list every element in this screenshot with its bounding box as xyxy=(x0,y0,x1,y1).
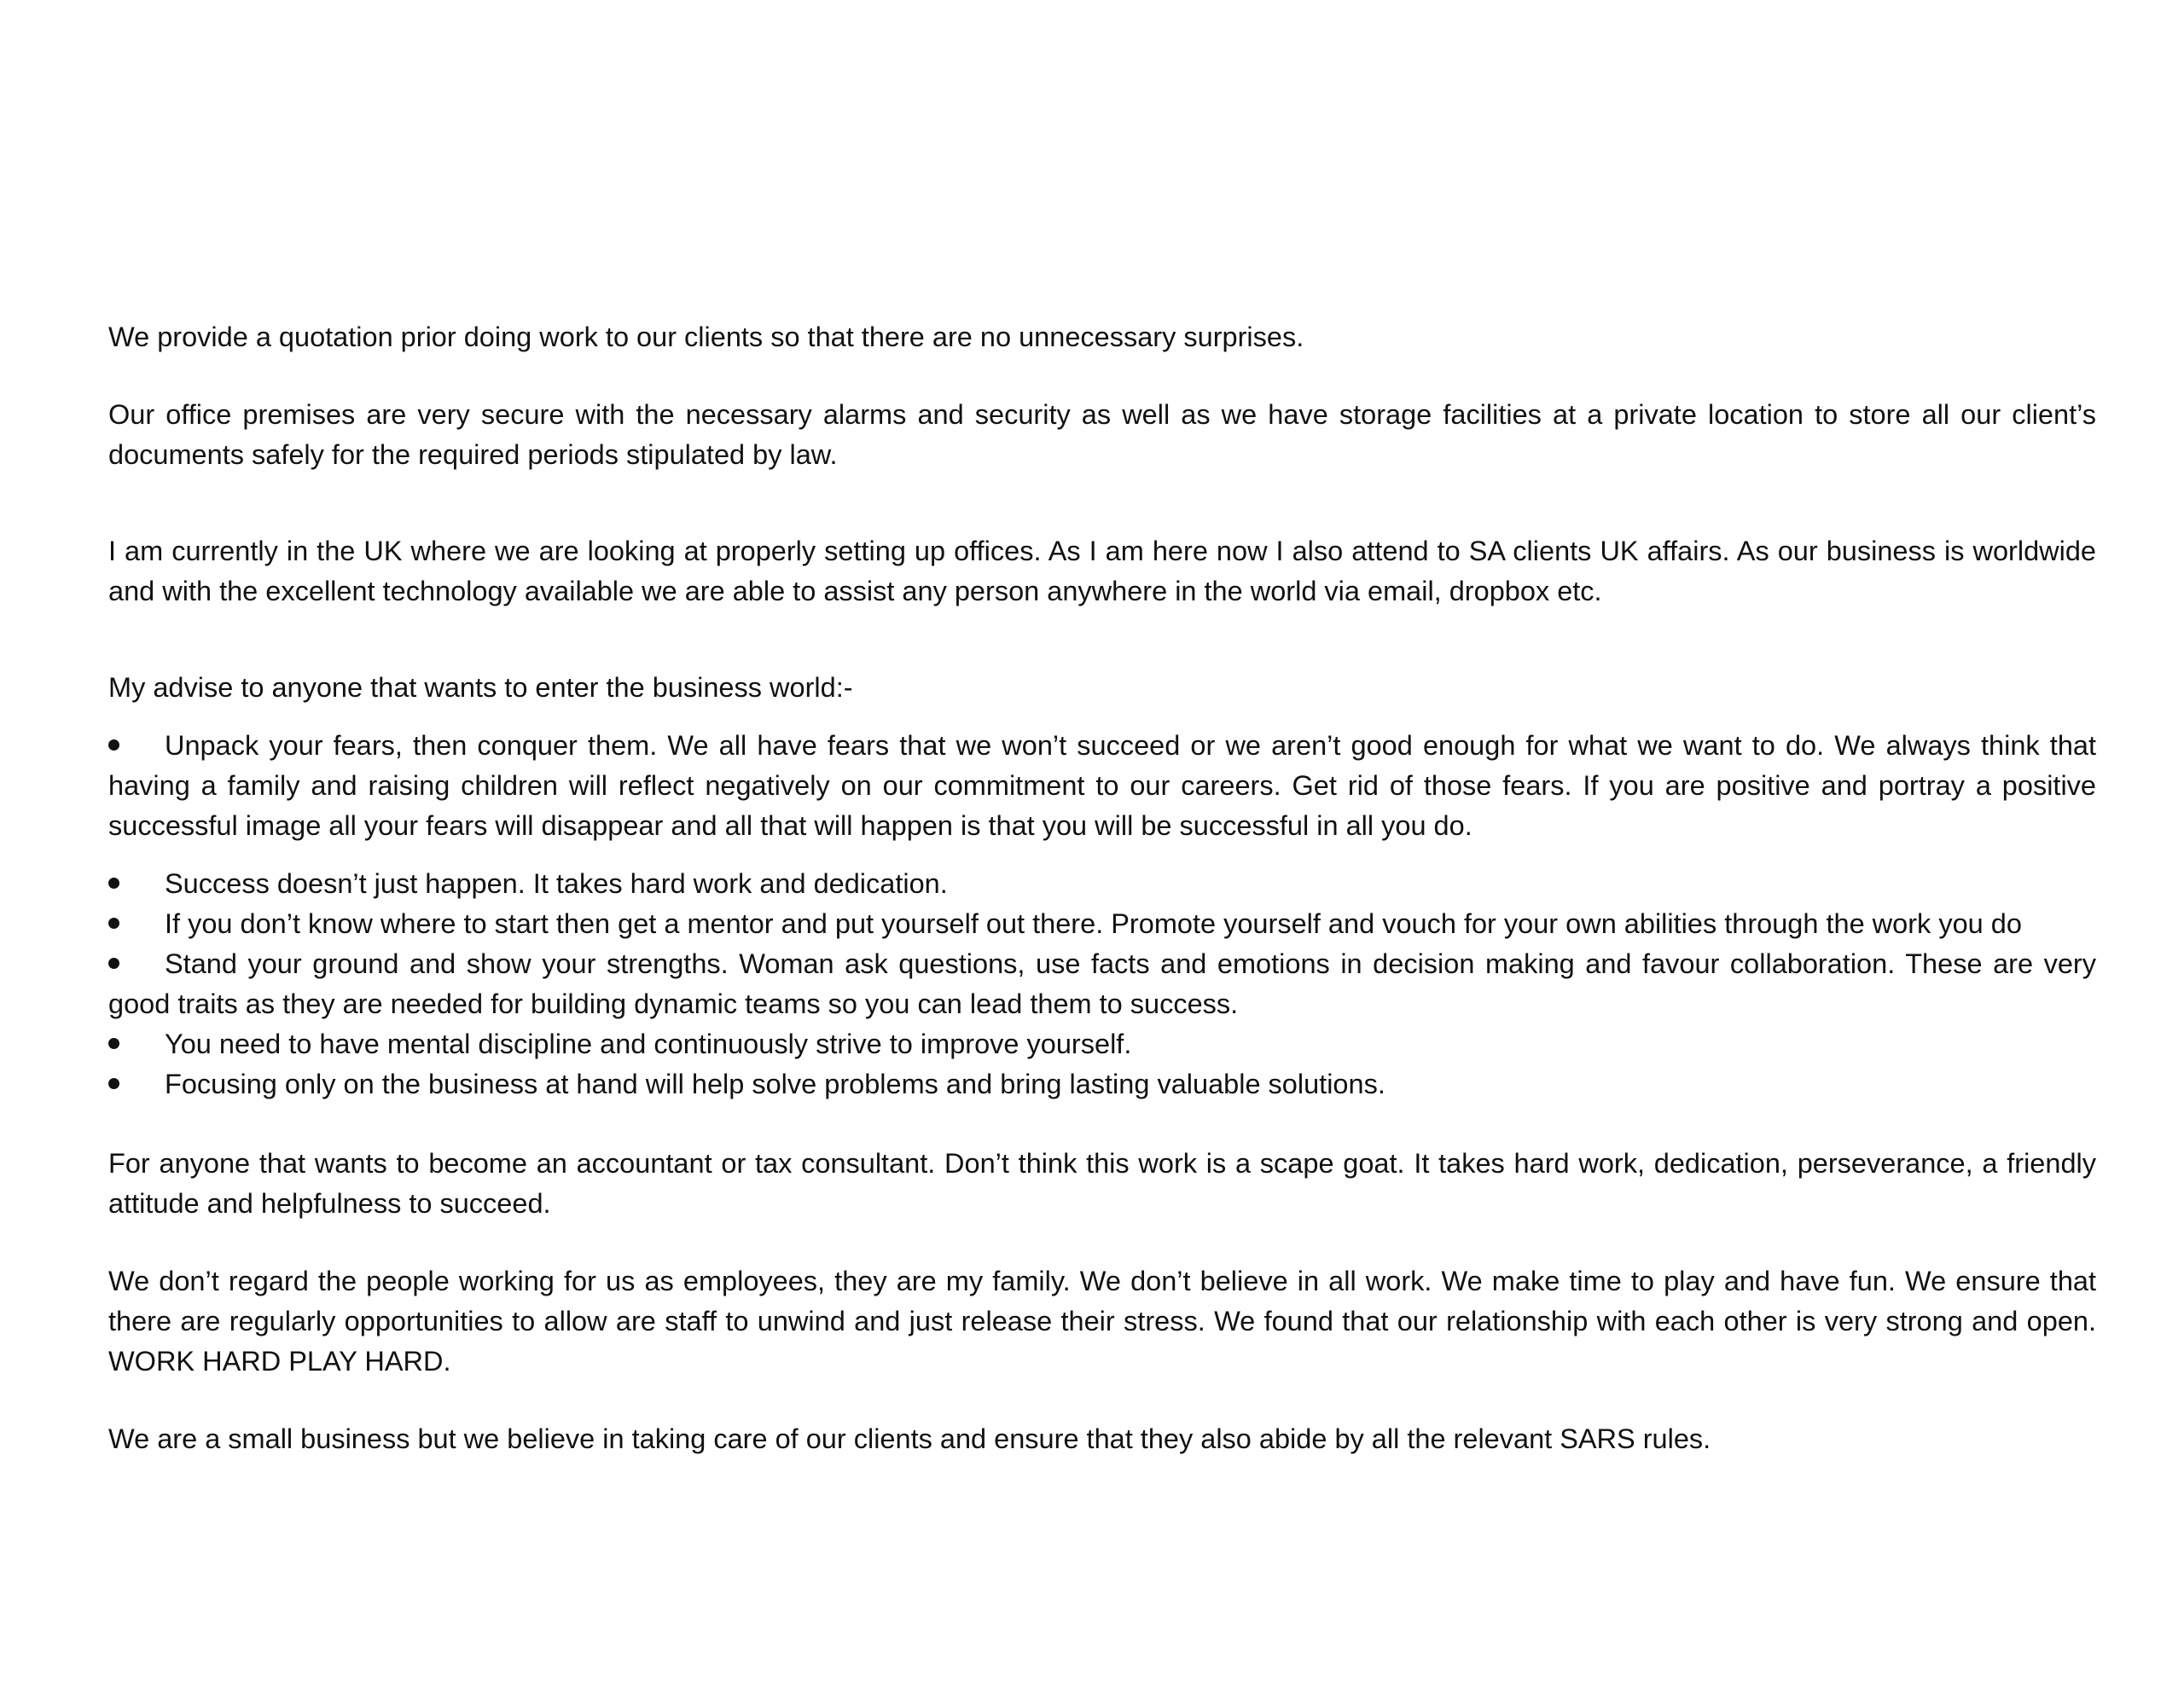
bullet-item xyxy=(108,726,2096,846)
bullet-item xyxy=(108,1024,2096,1064)
bullet-icon xyxy=(108,1024,165,1064)
paragraph-office-security: Our office premises are very secure with the necessary alarms and security as well as we have storage facilities at a private location to store all our client’s documents safely for the required periods stipulated by law. xyxy=(108,399,2096,470)
bullet-text: Success doesn’t just happen. It takes hard work and dedication. xyxy=(165,868,948,899)
document-body xyxy=(108,317,2096,1459)
bullet-icon xyxy=(108,726,165,766)
paragraph-accountant-advice: For anyone that wants to become an accountant or tax consultant. Don’t think this work is a scape goat. It takes hard work, dedication, perseverance, a friendly attitude and helpfulness to succeed. xyxy=(108,1148,2096,1219)
bullet-text: You need to have mental discipline and continuously strive to improve yourself. xyxy=(165,1029,1132,1059)
bullet-text: If you don’t know where to start then get a mentor and put yourself out there. Promote yourself and vouch for your own abilities through the work you do xyxy=(165,908,2022,939)
advice-bullet-list xyxy=(108,726,2096,1104)
bullet-text: Unpack your fears, then conquer them. We all have fears that we won’t succeed or we aren’t good enough for what we want to do. We always think that having a family and raising children will reflect negatively on our commitment to our careers. Get rid of those fears. If you are positive and portray a positive successful image all your fears will disappear and all that will happen is that you will be successful in all you do. xyxy=(108,730,2096,841)
bullet-text: Stand your ground and show your strengths. Woman ask questions, use facts and emotions in decision making and favour collaboration. These are very good traits as they are needed for building dynamic teams so you can lead them to success. xyxy=(108,948,2096,1019)
bullet-item xyxy=(108,944,2096,1024)
paragraph-uk-offices: I am currently in the UK where we are looking at properly setting up offices. As I am here now I also attend to SA clients UK affairs. As our business is worldwide and with the excellent technology available we are able to assist any person anywhere in the world via email, dropbox etc. xyxy=(108,536,2096,606)
bullet-item xyxy=(108,1064,2096,1104)
paragraph-advise-intro: My advise to anyone that wants to enter the business world:- xyxy=(108,672,853,703)
paragraph-small-business: We are a small business but we believe in taking care of our clients and ensure that they also abide by all the relevant SARS rules. xyxy=(108,1423,1711,1454)
bullet-text: Focusing only on the business at hand will help solve problems and bring lasting valuable solutions. xyxy=(165,1069,1385,1099)
bullet-icon xyxy=(108,904,165,944)
paragraph-staff-family: We don’t regard the people working for us as employees, they are my family. We don’t believe in all work. We make time to play and have fun. We ensure that there are regularly opportunities to allow are staff to unwind and just release their stress. We found that our relationship with each other is very strong and open. WORK HARD PLAY HARD. xyxy=(108,1266,2096,1377)
paragraph-quotation: We provide a quotation prior doing work to our clients so that there are no unnecessary surprises. xyxy=(108,322,1304,352)
bullet-item xyxy=(108,904,2096,944)
bullet-icon xyxy=(108,944,165,984)
bullet-icon xyxy=(108,864,165,904)
bullet-item xyxy=(108,864,2096,904)
bullet-icon xyxy=(108,1064,165,1104)
